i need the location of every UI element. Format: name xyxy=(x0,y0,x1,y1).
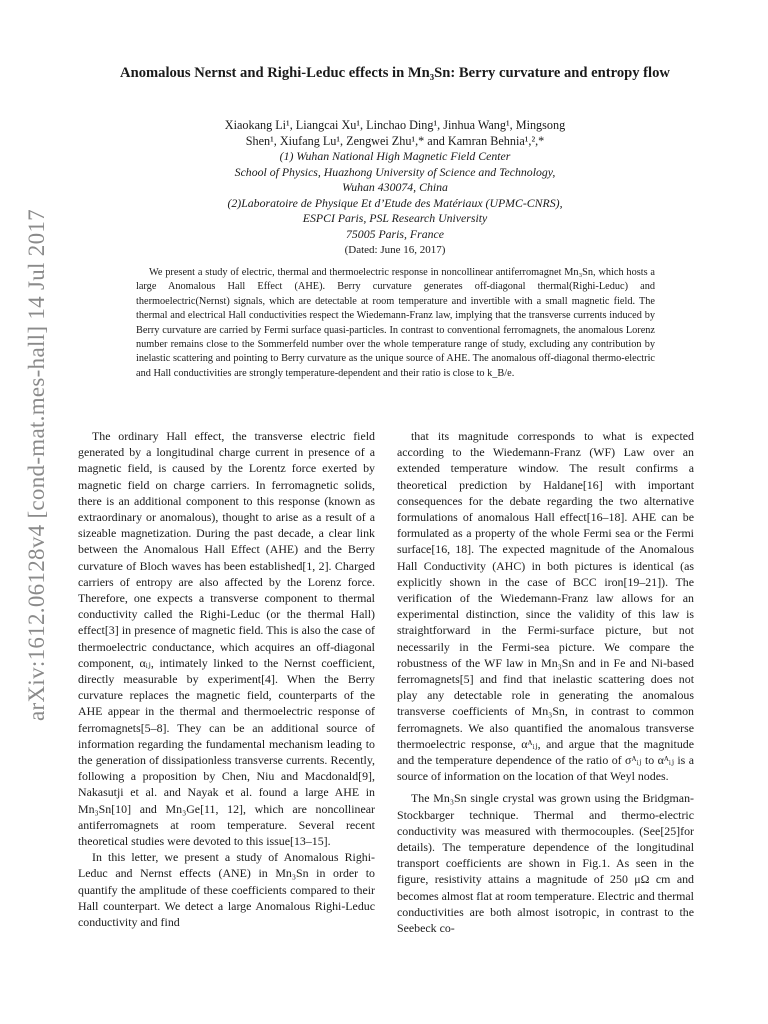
body-paragraph: In this letter, we present a study of Anomalous Righi-Leduc and Nernst effects (ANE) in Mn₃Sn in order to quantify the amplitude of these coefficients compared to their Hall counterpart. We detect a large Anomalous Righi-Leduc conductivity and find xyxy=(78,850,375,930)
affiliation-line: 75005 Paris, France xyxy=(346,226,444,241)
body-column-left xyxy=(78,428,375,930)
paper-title: Anomalous Nernst and Righi-Leduc effects in Mn₃Sn: Berry curvature and entropy flow xyxy=(120,65,670,81)
abstract: We present a study of electric, thermal and thermoelectric response in noncollinear antiferromagnet Mn₃Sn, which hosts a large Anomalous Hall Effect (AHE). Berry curvature generates off-diagonal thermal(Righi-Leduc) and thermoelectric(Nernst) signals, which are detectable at room temperature and invertible with a small magnetic field. The thermal and electrical Hall conductivities respect the Wiedemann-Franz law, implying that the transverse currents induced by Berry curvature are carried by Fermi surface quasi-particles. In contrast to conventional ferromagnets, the anomalous Lorenz number remains close to the Sommerfeld number over the whole temperature range of study, excluding any contribution by inelastic scattering and pointing to Berry curvature as the unique source of AHE. The anomalous off-diagonal thermo-electric and Hall conductivities are strongly temperature-dependent and their ratio is close to k_B/e. xyxy=(136,267,655,379)
body-paragraph: that its magnitude corresponds to what is expected according to the Wiedemann-Franz (WF) Law over an extended temperature window. The result confirms a theoretical prediction by Haldane[16] with important consequences for the debate regarding the two alternative formulations of anomalous Hall effect[16–18]. AHE can be formulated as a property of the whole Fermi sea or the Fermi surface[16, 18]. The expected magnitude of the Anomalous Hall Conductivity (AHC) in both pictures is identical (as explicitly shown in the case of BCC iron[19–21]). The verification of the Wiedemann-Franz law allows for an experimental distinction, since the validity of this law is straightforward in the Fermi-surface picture, but not necessarily in the Fermi-sea picture. We compare the robustness of the WF law in Mn₃Sn and in Fe and Ni-based ferromagnets[5] and find that inelastic scattering does not play any detectable role in generating the anomalous transverse coefficients of Mn₃Sn, in contrast to common ferromagnets. We also quantified the anomalous transverse thermoelectric response, αᴬᵢⱼ, and argue that the magnitude and the temperature dependence of the ratio of σᴬᵢⱼ to αᴬᵢⱼ is a source of information on the location of that Weyl nodes. xyxy=(397,429,694,784)
author-block xyxy=(120,117,670,242)
affiliation-line: (1) Wuhan National High Magnetic Field Center xyxy=(279,149,511,163)
affiliation-line: Wuhan 430074, China xyxy=(342,180,448,194)
body-paragraph: The ordinary Hall effect, the transverse electric field generated by a longitudinal charge current in presence of a magnetic field, is caused by the Lorentz force exerted by magnetic field on charge carriers. In ferromagnetic solids, there is an additional component to this response (known as extraordinary or anomalous), thought to arise as a result of a sizeable magnetization. During the past decade, a clear link between the Anomalous Hall Effect (AHE) and the Berry curvature of Bloch waves has been established[1, 2]. Charged carriers of entropy are also affected by the Lorenz force. Therefore, one expects a transverse component to thermal conductivity called the Righi-Leduc (or the thermal Hall) effect[3] in presence of magnetic field. This is also the case of thermoelectric conductance, which acquires an off-diagonal component, αᵢⱼ, intimately linked to the Nernst coefficient, directly measurable by experiment[4]. When the Berry curvature replaces the magnetic field, counterparts of the AHE appear in the thermal and thermoelectric response of ferromagnets[5–8]. They can be an additional source of information regarding the fundamental mechanism leading to the generation of dissipationless transverse currents. Recently, following a proposition by Chen, Niu and Macdonald[9], Nakasutji et al. and Nayak et al. found a large AHE in Mn₃Sn[10] and Mn₃Ge[11, 12], which are noncollinear antiferromagnets at room temperature. Several recent theoretical studies were devoted to this issue[13–15]. xyxy=(78,429,375,849)
arxiv-identifier-stamp xyxy=(12,209,62,721)
dated-line: (Dated: June 16, 2017) xyxy=(344,244,446,256)
affiliation-line: (2)Laboratoire de Physique Et d’Etude des Matériaux (UPMC-CNRS), xyxy=(227,195,563,210)
affiliation-line: ESPCI Paris, PSL Research University xyxy=(302,211,488,225)
authors-line: Xiaokang Li¹, Liangcai Xu¹, Linchao Ding¹, Jinhua Wang¹, Mingsong xyxy=(224,118,566,132)
arxiv-identifier: arXiv:1612.06128v4 [cond-mat.mes-hall] 14 Jul 2017 xyxy=(24,209,50,721)
body-column-right xyxy=(397,428,694,936)
body-paragraph: The Mn₃Sn single crystal was grown using the Bridgman-Stockbarger technique. Thermal and thermo-electric conductivity was measured with thermocouples. (See[25]for details). The temperature dependence of the longitudinal transport coefficients are shown in Fig.1. As seen in the figure, resistivity attains a magnitude of 250 μΩ cm and becomes almost flat at room temperature. Electric and thermal conductivities are both almost isotropic, in contrast to the Seebeck co- xyxy=(397,791,694,936)
affiliation-line: School of Physics, Huazhong University of Science and Technology, xyxy=(234,164,556,179)
authors-line: Shen¹, Xiufang Lu¹, Zengwei Zhu¹,* and Kamran Behnia¹,²,* xyxy=(245,134,545,148)
